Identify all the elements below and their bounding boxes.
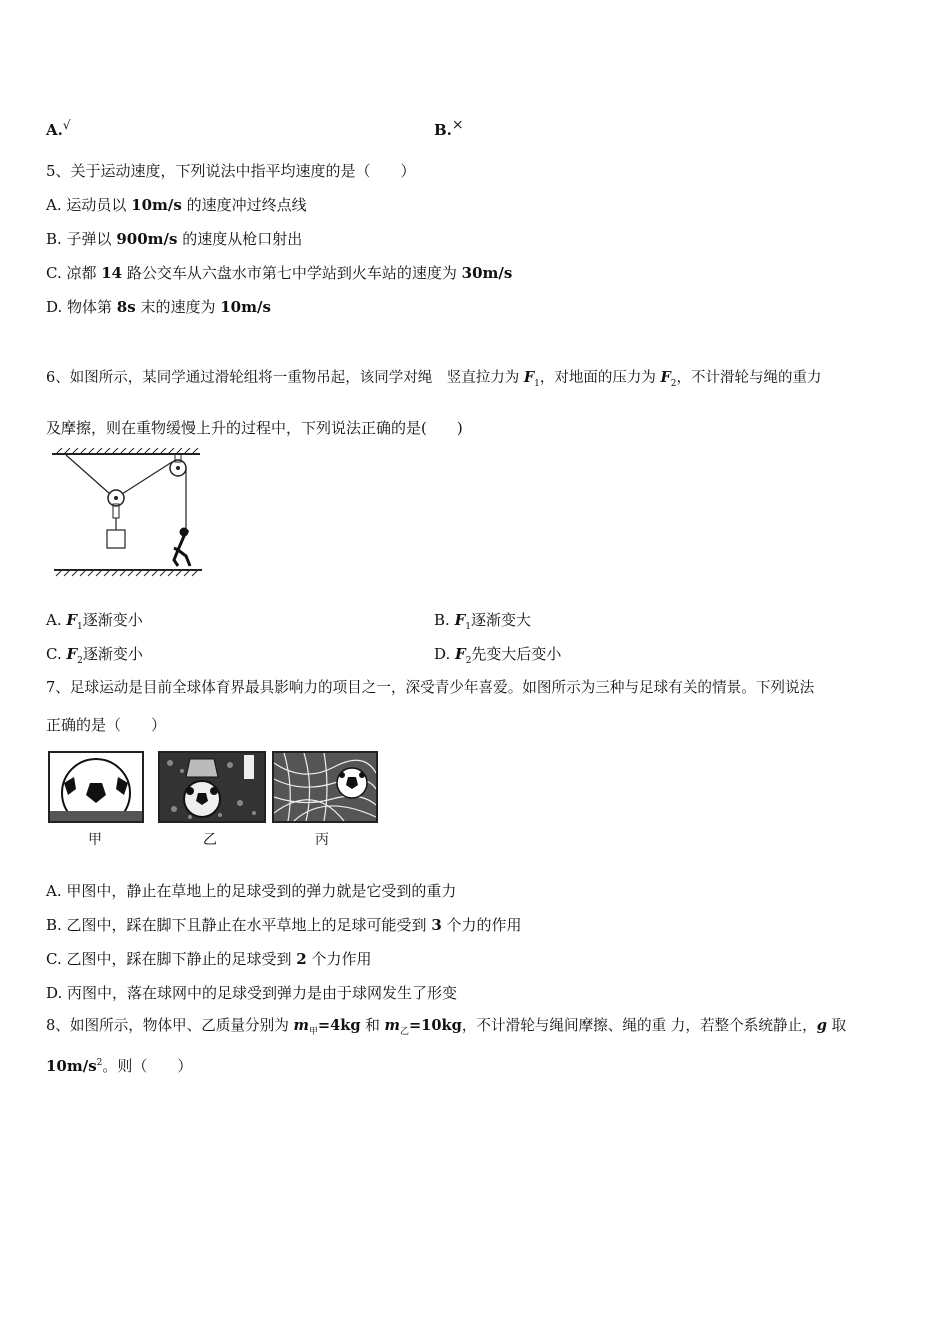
q6-d-text: 先变大后变小	[471, 645, 562, 663]
q5-b-post: 的速度从枪口射出	[177, 230, 303, 248]
q6-option-d	[434, 644, 561, 671]
q5-option-b	[46, 229, 302, 249]
q6-d-var: F	[455, 645, 466, 663]
q7-stem-line2: 正确的是（ ）	[46, 716, 167, 734]
q8-m1-sub: 甲	[308, 1026, 318, 1037]
q6-d-sub: 2	[465, 656, 472, 666]
q5-d-mid: 末的速度为	[135, 298, 221, 316]
q6-c-text: 逐渐变小	[82, 645, 143, 663]
q6-stem-line1	[46, 368, 822, 394]
ball-in-net-icon	[274, 753, 376, 821]
q6-f1: F	[523, 369, 535, 386]
photo-bing	[272, 751, 378, 823]
q7-b-post: 个力的作用	[441, 916, 522, 934]
q7-option-c	[46, 949, 371, 969]
q5-d-num1: 8s	[116, 298, 136, 316]
q6-option-c	[46, 644, 143, 671]
photo-jia	[48, 751, 144, 823]
q8-stem-a: 8、如图所示，物体甲、乙质量分别为	[46, 1017, 294, 1034]
q4-option-b-label: B.	[434, 121, 452, 139]
soccer-ball-icon	[50, 753, 142, 821]
q4-option-a-label: A.	[46, 121, 63, 139]
photo-yi	[158, 751, 266, 823]
q6-stem-c: ，不计滑轮与绳的重力	[676, 370, 822, 386]
q7-b-num: 3	[431, 916, 442, 934]
q6-c-sub: 2	[77, 656, 83, 666]
q8-stem-line1	[46, 1016, 846, 1042]
q4-option-a	[46, 115, 71, 140]
q5-stem: 5、关于运动速度，下列说法中指平均速度的是（ ）	[46, 162, 416, 180]
q8-stem-c: 取	[826, 1017, 847, 1034]
q6-stem-line2: 及摩擦，则在重物缓慢上升的过程中，下列说法正确的是( )	[46, 419, 463, 437]
q8-m2-val: =10kg	[408, 1017, 462, 1034]
q7-c-post: 个力作用	[306, 950, 372, 968]
q6-f2-sub: 2	[670, 378, 677, 389]
q5-a-post: 的速度冲过终点线	[181, 196, 307, 214]
q6-option-b	[434, 610, 531, 637]
q8-g: g	[816, 1017, 827, 1034]
q6-a-pre: A.	[46, 611, 67, 629]
q8-m2: m	[384, 1017, 400, 1034]
caption-bing: 丙	[315, 832, 329, 848]
q4-option-b	[434, 115, 464, 140]
caption-jia: 甲	[88, 832, 102, 848]
q6-f2: F	[660, 369, 671, 386]
q8-and: 和	[360, 1017, 385, 1034]
q8-m1: m	[293, 1017, 309, 1034]
q5-c-num1: 14	[101, 264, 123, 282]
q5-c-num2: 30m/s	[461, 264, 513, 282]
q5-a-num: 10m/s	[131, 196, 182, 214]
q5-b-num: 900m/s	[116, 230, 178, 248]
q5-option-a	[46, 195, 307, 215]
q6-a-text: 逐渐变小	[82, 611, 143, 629]
q7-option-a: A. 甲图中，静止在草地上的足球受到的弹力就是它受到的重力	[46, 882, 457, 900]
q7-c-pre: C. 乙图中，踩在脚下静止的足球受到	[46, 950, 297, 968]
q5-a-pre: A. 运动员以	[46, 196, 132, 214]
q7-c-num: 2	[296, 950, 307, 968]
q5-d-pre: D. 物体第	[46, 298, 117, 316]
q8-stem-line2	[46, 1053, 192, 1076]
q6-a-var: F	[66, 611, 78, 629]
q6-b-text: 逐渐变大	[470, 611, 531, 629]
q8-stem2-sup: 2	[96, 1058, 103, 1068]
caption-yi: 乙	[203, 832, 217, 848]
q6-stem-a: 6、如图所示，某同学通过滑轮组将一重物吊起，该同学对绳 竖直拉力为	[46, 370, 524, 386]
cross-mark-icon: ×	[451, 117, 464, 133]
q6-f1-sub: 1	[534, 378, 540, 389]
check-mark-icon: √	[62, 118, 71, 132]
q7-option-d: D. 丙图中，落在球网中的足球受到弹力是由于球网发生了形变	[46, 984, 458, 1002]
q8-stem2-val: 10m/s	[46, 1057, 97, 1075]
q5-b-pre: B. 子弹以	[46, 230, 117, 248]
pulley-figure	[48, 446, 208, 581]
q5-option-d	[46, 297, 271, 317]
q8-m2-sub: 乙	[399, 1026, 409, 1037]
q5-c-mid: 路公交车从六盘水市第七中学站到火车站的速度为	[122, 264, 462, 282]
q7-option-b	[46, 915, 522, 935]
q6-b-var: F	[454, 611, 466, 629]
q5-d-num2: 10m/s	[220, 298, 271, 316]
q7-stem-line1: 7、足球运动是目前全球体育界最具影响力的项目之一，深受青少年喜爱。如图所示为三种与足球有关的情景。下列说法	[46, 679, 815, 696]
q5-option-c	[46, 263, 512, 283]
q8-stem-b: ，不计滑轮与绳间摩擦、绳的重 力，若整个系统静止，	[461, 1017, 817, 1034]
q6-c-pre: C.	[46, 645, 67, 663]
q6-c-var: F	[66, 645, 78, 663]
q8-m1-val: =4kg	[317, 1017, 361, 1034]
q6-d-pre: D.	[434, 645, 456, 663]
q8-stem2-post: 。则（ ）	[102, 1057, 193, 1075]
foot-on-ball-icon	[160, 753, 264, 821]
q6-a-sub: 1	[77, 622, 83, 632]
q7-b-pre: B. 乙图中，踩在脚下且静止在水平草地上的足球可能受到	[46, 916, 432, 934]
q5-c-pre: C. 凉都	[46, 264, 102, 282]
q6-b-pre: B.	[434, 611, 455, 629]
q6-option-a	[46, 610, 143, 637]
q6-stem-b: ，对地面的压力为	[539, 370, 661, 386]
q6-b-sub: 1	[465, 622, 471, 632]
